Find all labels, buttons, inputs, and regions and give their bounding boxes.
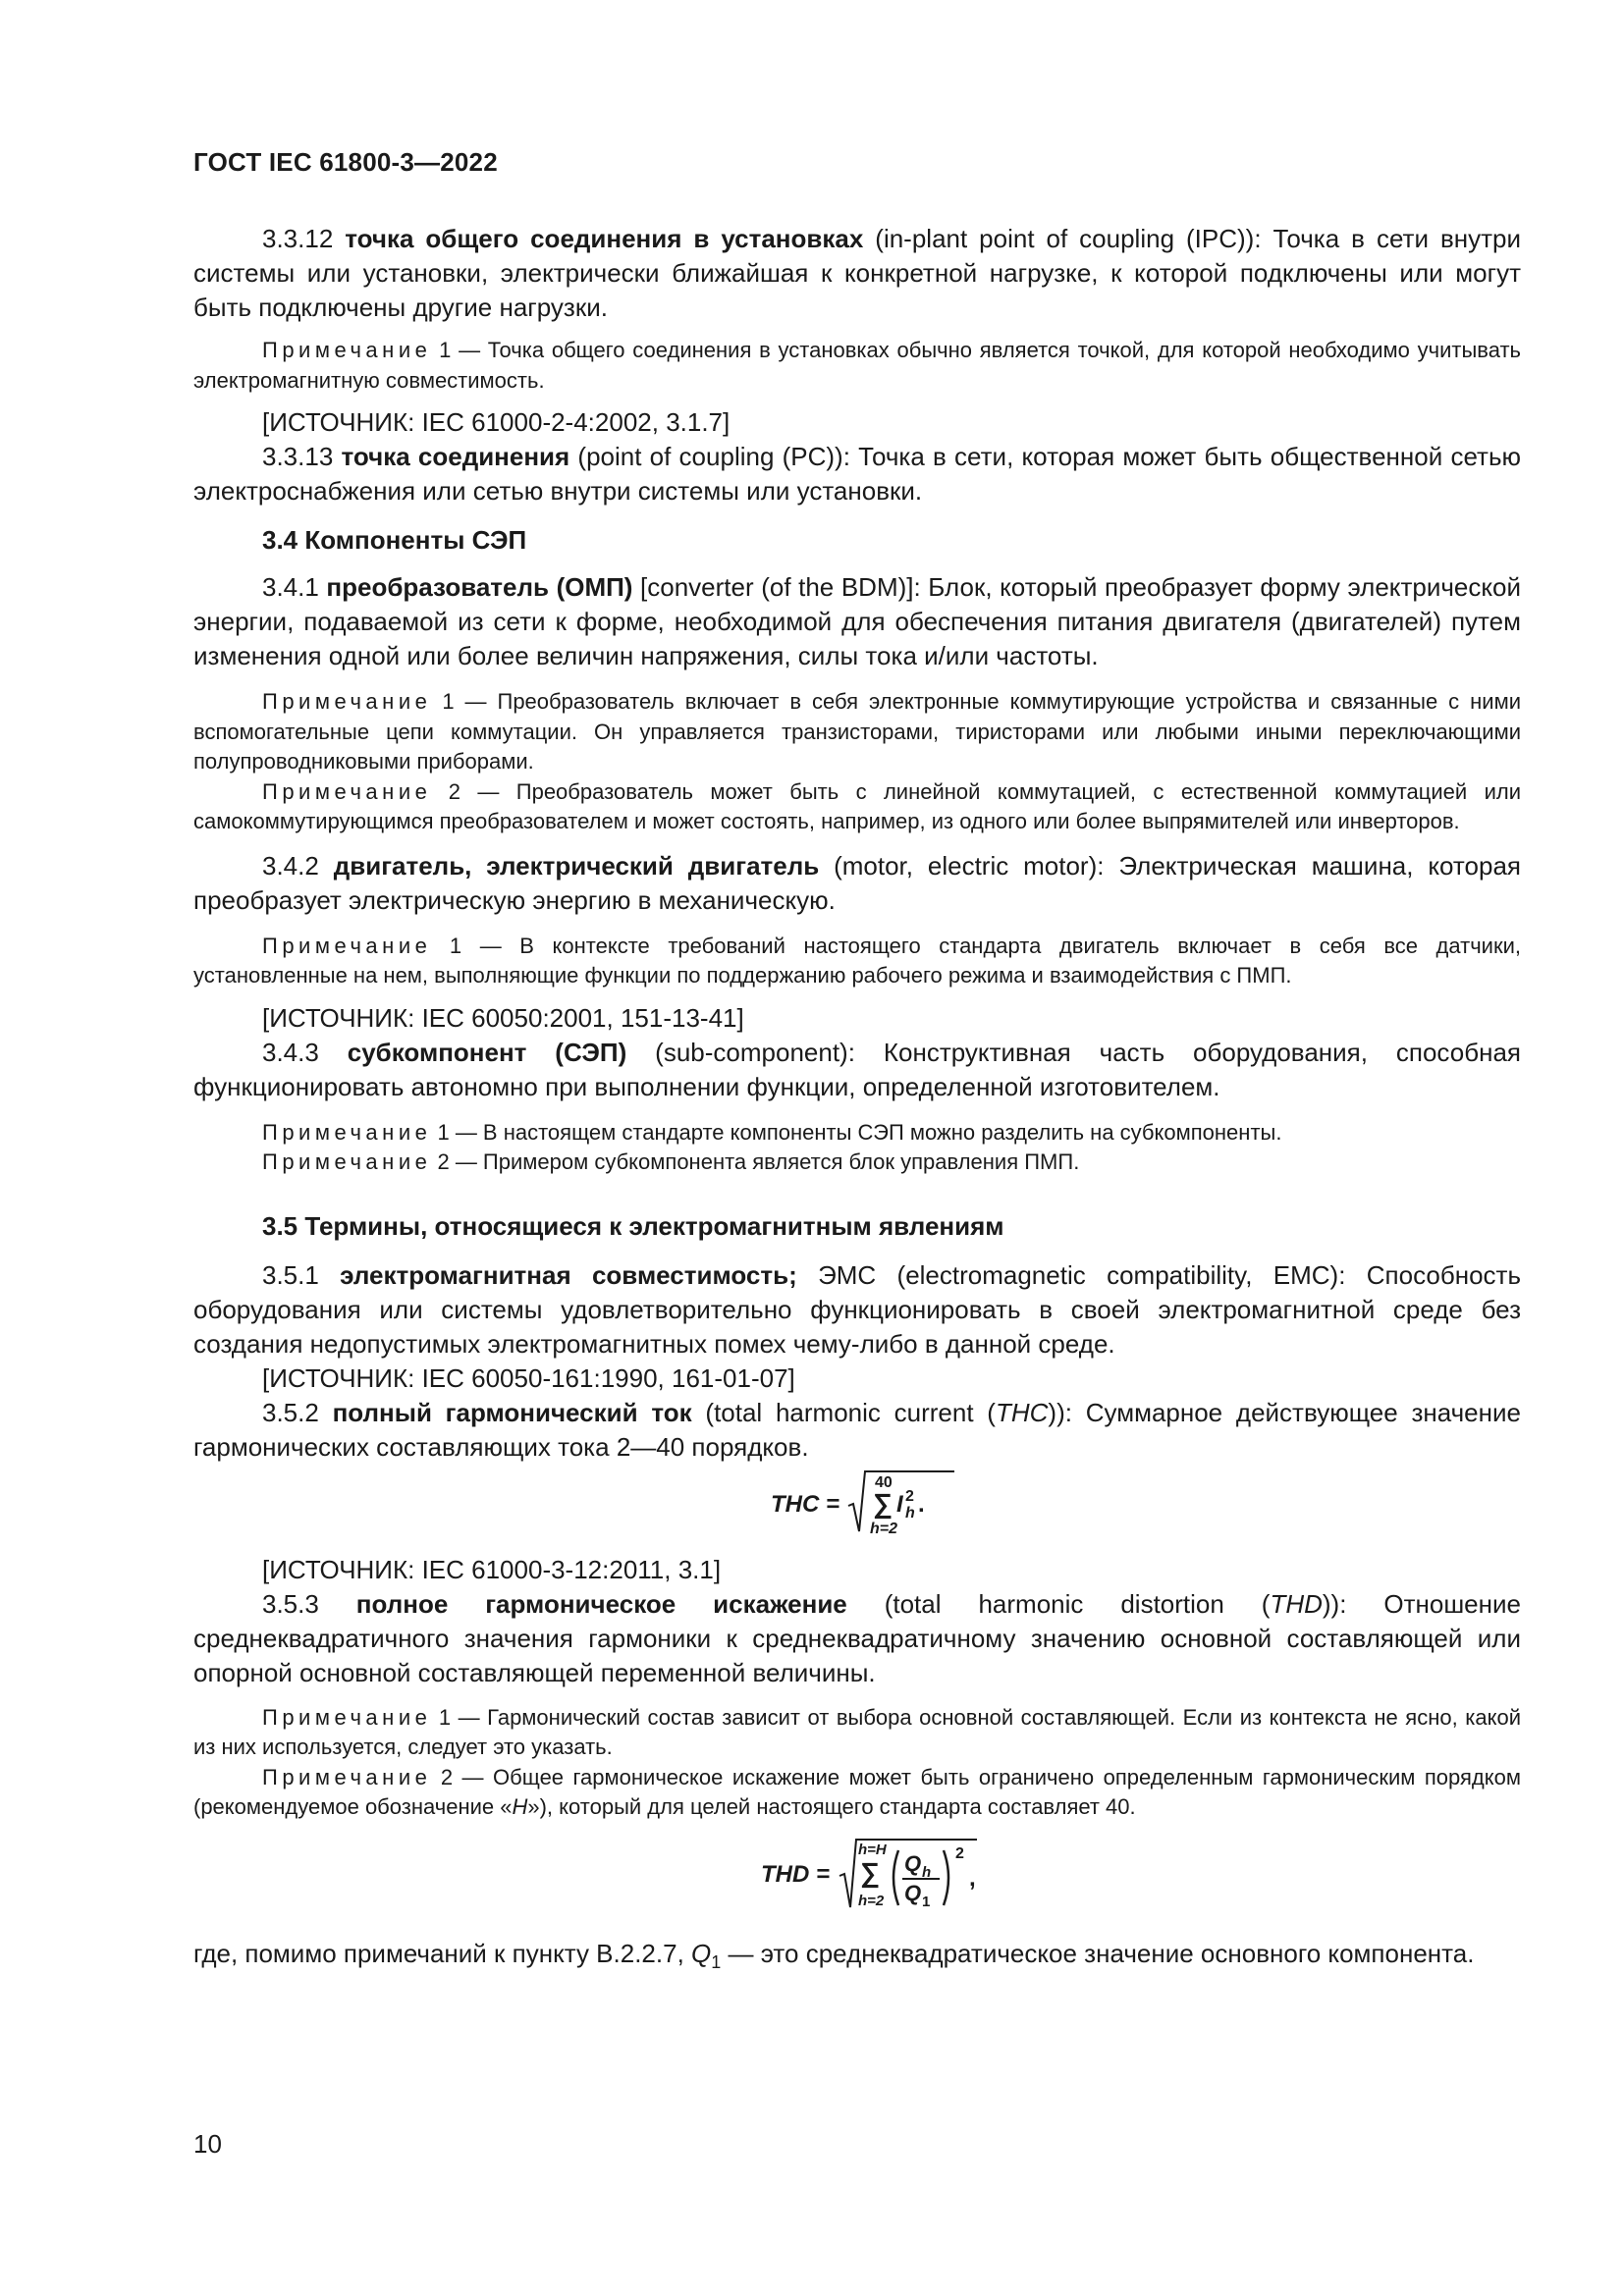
- svg-text:40: 40: [875, 1473, 893, 1491]
- section-3-4-heading: 3.4 Компоненты СЭП: [262, 525, 527, 555]
- source-3-5-1: [ИСТОЧНИК: IEC 60050-161:1990, 161-01-07]: [262, 1362, 795, 1393]
- svg-text:THC =: THC =: [771, 1490, 840, 1518]
- note-3-3-12-1: Примечание 1 — Точка общего соединения в установках обычно является точкой, для которой необходимо учитывать электромагнитную совместимость.: [193, 338, 1521, 393]
- note-3-4-1-2: Примечание 2 — Преобразователь может быть с линейной коммутацией, с естественной коммутацией или самокоммутирующимся преобразователем и может состоять, например, из одного или более выпрямителей или инверторов.: [193, 778, 1521, 833]
- page-number: 10: [193, 2129, 222, 2159]
- note-3-5-3-1: Примечание 1 — Гармонический состав зависит от выбора основной составляющей. Если из контекста не ясно, какой из них используется, следует это указать.: [193, 1704, 1521, 1759]
- section-3-5-heading: 3.5 Термины, относящиеся к электромагнитным явлениям: [262, 1210, 1004, 1241]
- svg-text:I: I: [896, 1490, 903, 1518]
- source-3-5-2: [ИСТОЧНИК: IEC 61000-3-12:2011, 3.1]: [262, 1554, 722, 1584]
- term-3-3-13: 3.3.13 точка соединения (point of coupling (PC)): Точка в сети, которая может быть общественной сетью электроснабжения или сетью внутри системы или установки.: [193, 442, 1521, 506]
- thd-formula: [193, 1837, 1521, 1915]
- thc-formula-graphic: [771, 1468, 957, 1539]
- svg-text:,: ,: [969, 1864, 976, 1892]
- svg-text:Q: Q: [904, 1850, 922, 1876]
- svg-text:h=2: h=2: [858, 1892, 885, 1909]
- svg-text:Q: Q: [904, 1880, 922, 1905]
- standard-header: ГОСТ IEC 61800-3—2022: [193, 147, 498, 177]
- term-3-3-12: 3.3.12 точка общего соединения в установках (in-plant point of coupling (IPC)): Точка в сети внутри системы или установки, электрически ближайшая к конкретной нагрузке, к которой подключены или могут быть подключены другие нагрузки.: [193, 224, 1522, 322]
- svg-text:∑: ∑: [873, 1487, 893, 1519]
- thd-formula-graphic: [761, 1837, 987, 1915]
- svg-text:h: h: [905, 1504, 915, 1522]
- svg-text:h=H: h=H: [858, 1841, 887, 1858]
- term-3-5-1: 3.5.1 электромагнитная совместимость; ЭМС (electromagnetic compatibility, EMC): Способность оборудования или системы удовлетворительно функционировать в своей электромагнитной среде без создания недопустимых электромагнитных помех чему-либо в данной среде.: [193, 1259, 1521, 1359]
- note-3-4-1-1: Примечание 1 — Преобразователь включает в себя электронные коммутирующие устройства и связанные с ними вспомогательные цепи коммутации. Он управляется транзисторами, тиристорами или любыми иными переключающими полупроводниковыми приборами.: [193, 689, 1522, 774]
- source-3-3-12: [ИСТОЧНИК: IEC 61000-2-4:2002, 3.1.7]: [262, 407, 731, 437]
- svg-text:∑: ∑: [860, 1856, 880, 1888]
- page-content: [193, 222, 1521, 1980]
- note-3-5-3-2: Примечание 2 — Общее гармоническое искажение может быть ограничено определенным гармоническим порядком (рекомендуемое обозначение «H»), который для целей настоящего стандарта составляет 40.: [193, 1764, 1521, 1819]
- term-3-5-2: 3.5.2 полный гармонический ток (total harmonic current (THC)): Суммарное действующее значение гармонических составляющих тока 2—40 порядков.: [193, 1397, 1521, 1462]
- svg-text:1: 1: [922, 1893, 931, 1910]
- svg-text:THD =: THD =: [761, 1860, 831, 1888]
- note-3-4-3-1: Примечание 1 — В настоящем стандарте компоненты СЭП можно разделить на субкомпоненты.: [262, 1119, 1282, 1145]
- svg-text:h: h: [922, 1863, 932, 1881]
- thc-formula: [193, 1468, 1521, 1539]
- svg-text:2: 2: [955, 1844, 964, 1862]
- source-3-4-2: [ИСТОЧНИК: IEC 60050:2001, 151-13-41]: [262, 1002, 744, 1033]
- note-3-4-3-2: Примечание 2 — Примером субкомпонента является блок управления ПМП.: [262, 1149, 1080, 1174]
- term-3-4-1: 3.4.1 преобразователь (ОМП) [converter (of the BDM)]: Блок, который преобразует форму электрической энергии, подаваемой из сети к форме, необходимой для обеспечения питания двигателя (двигателей) путем изменения одной или более величин напряжения, силы тока и/или частоты.: [193, 572, 1521, 670]
- term-3-4-3: 3.4.3 субкомпонент (СЭП) (sub-component): Конструктивная часть оборудования, способная функционировать автономно при выполнении функции, определенной изготовителем.: [193, 1037, 1521, 1101]
- note-3-4-2-1: Примечание 1 — В контексте требований настоящего стандарта двигатель включает в себя все датчики, установленные на нем, выполняющие функции по поддержанию рабочего режима и взаимодействия с ПМП.: [193, 933, 1521, 988]
- svg-text:2: 2: [905, 1487, 914, 1505]
- svg-text:.: .: [918, 1490, 925, 1518]
- where-clause: где, помимо примечаний к пункту В.2.2.7, $Q_1$ — это среднеквадратическое значение основного компонента.: [193, 1938, 1475, 1972]
- term-3-4-2: 3.4.2 двигатель, электрический двигатель (motor, electric motor): Электрическая машина, которая преобразует электрическую энергию в механическую.: [193, 850, 1521, 915]
- svg-text:h=2: h=2: [870, 1520, 898, 1537]
- term-3-5-3: 3.5.3 полное гармоническое искажение (total harmonic distortion (THD)): Отношение среднеквадратичного значения гармоники к среднеквадратичному значению основной составляющей или опорной основной составляющей переменной величины.: [193, 1588, 1521, 1687]
